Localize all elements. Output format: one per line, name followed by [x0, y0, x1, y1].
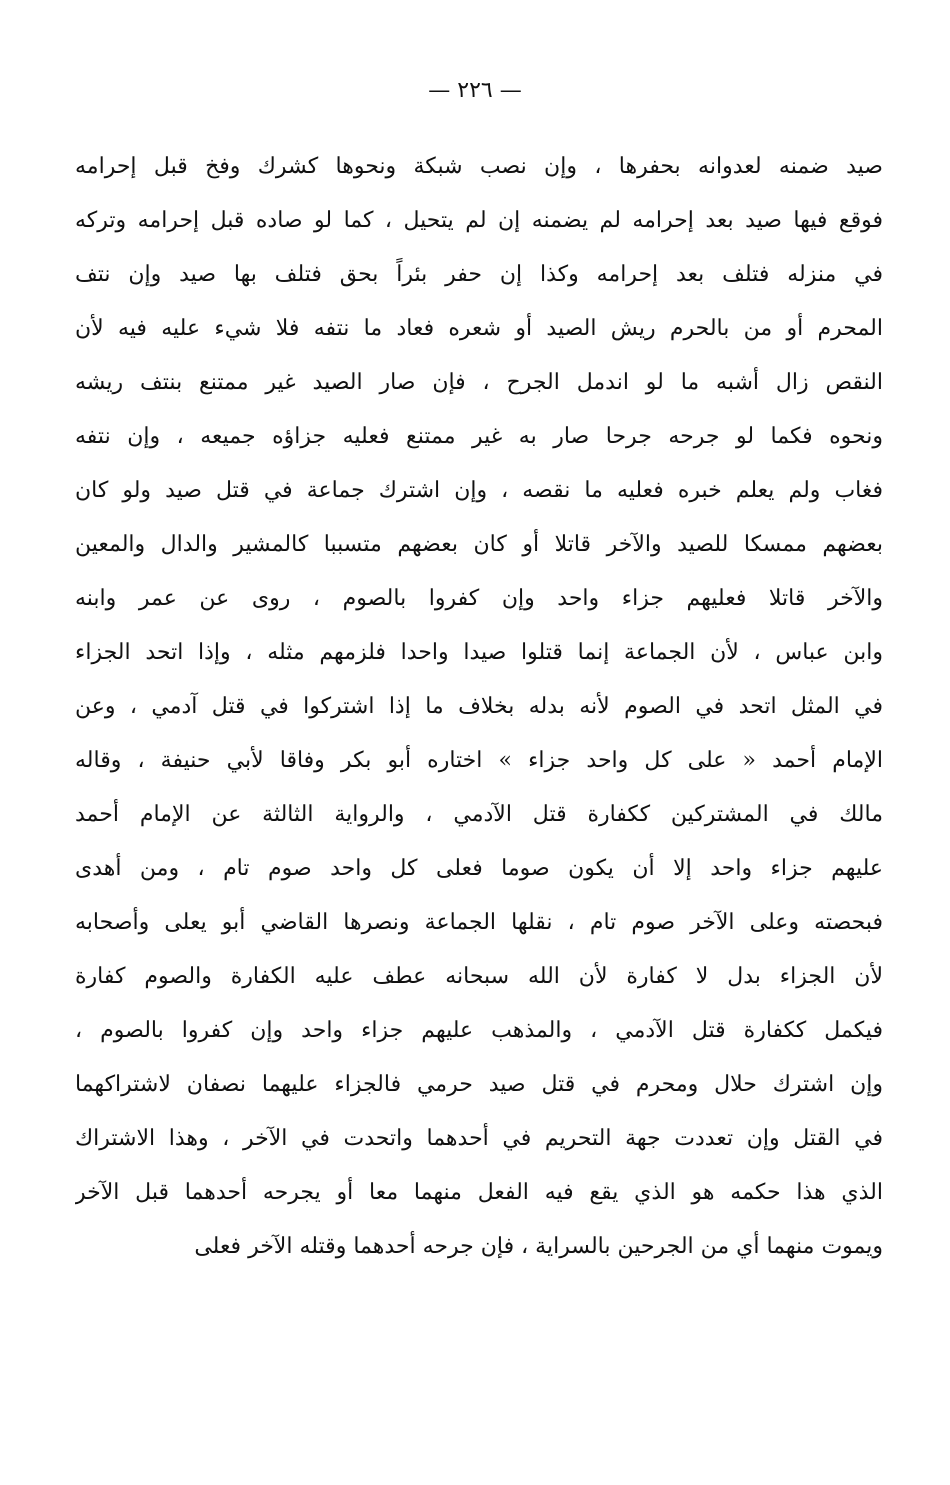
body-text: [75, 140, 883, 1274]
text-line: في المثل اتحد في الصوم لأنه بدله بخلاف ما إذا اشتركوا في قتل آدمي ، وعن: [75, 694, 883, 719]
text-line: عليهم جزاء واحد إلا أن يكون صوما فعلى كل واحد صوم تام ، ومن أهدى: [75, 856, 883, 881]
text-line: فيكمل ككفارة قتل الآدمي ، والمذهب عليهم جزاء واحد وإن كفروا بالصوم ،: [75, 1018, 883, 1043]
text-line: وإن اشترك حلال ومحرم في قتل صيد حرمي فالجزاء عليهما نصفان لاشتراكهما: [75, 1072, 883, 1097]
text-line: في منزله فتلف بعد إحرامه وكذا إن حفر بئراً بحق فتلف بها صيد وإن نتف: [75, 262, 883, 287]
text-line: مالك في المشتركين ككفارة قتل الآدمي ، والرواية الثالثة عن الإمام أحمد: [75, 802, 883, 827]
text-line: صيد ضمنه لعدوانه بحفرها ، وإن نصب شبكة ونحوها كشرك وفخ قبل إحرامه: [75, 154, 883, 179]
text-line: الإمام أحمد « على كل واحد جزاء » اختاره أبو بكر وفاقا لأبي حنيفة ، وقاله: [75, 748, 883, 773]
page-number: — ٢٢٦ —: [428, 78, 522, 103]
text-line: فغاب ولم يعلم خبره فعليه ما نقصه ، وإن اشترك جماعة في قتل صيد ولو كان: [75, 478, 883, 503]
text-line: ونحوه فكما لو جرحه جرحا صار به غير ممتنع فعليه جزاؤه جميعه ، وإن نتفه: [75, 424, 883, 449]
text-line: ويموت منهما أي من الجرحين بالسراية ، فإن جرحه أحدهما وقتله الآخر فعلى: [194, 1234, 883, 1259]
text-line: فبحصته وعلى الآخر صوم تام ، نقلها الجماعة ونصرها القاضي أبو يعلى وأصحابه: [75, 910, 883, 935]
text-line: بعضهم ممسكا للصيد والآخر قاتلا أو كان بعضهم متسببا كالمشير والدال والمعين: [75, 532, 883, 557]
text-line: وابن عباس ، لأن الجماعة إنما قتلوا صيدا واحدا فلزمهم مثله ، وإذا اتحد الجزاء: [75, 640, 883, 665]
text-line: فوقع فيها صيد بعد إحرامه لم يضمنه إن لم يتحيل ، كما لو صاده قبل إحرامه وتركه: [75, 208, 883, 233]
text-line: في القتل وإن تعددت جهة التحريم في أحدهما واتحدت في الآخر ، وهذا الاشتراك: [75, 1126, 883, 1151]
text-line: والآخر قاتلا فعليهم جزاء واحد وإن كفروا بالصوم ، روى عن عمر وابنه: [75, 586, 883, 611]
text-line: المحرم أو من بالحرم ريش الصيد أو شعره فعاد ما نتفه فلا شيء عليه فيه لأن: [75, 316, 883, 341]
text-line: النقص زال أشبه ما لو اندمل الجرح ، فإن صار الصيد غير ممتنع بنتف ريشه: [75, 370, 883, 395]
text-line: الذي هذا حكمه هو الذي يقع فيه الفعل منهما معا أو يجرحه أحدهما قبل الآخر: [75, 1180, 883, 1205]
text-line: لأن الجزاء بدل لا كفارة لأن الله سبحانه عطف عليه الكفارة والصوم كفارة: [75, 964, 883, 989]
